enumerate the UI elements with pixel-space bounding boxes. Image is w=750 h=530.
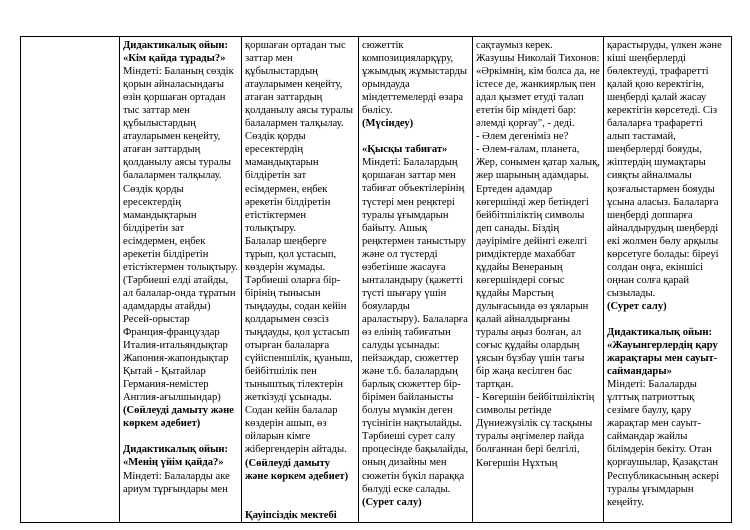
cell-heading: «Менің үйім қайда?» bbox=[123, 457, 224, 469]
cell-paragraph: - Әлем-ғалам, планета, Жер, сонымен қатар халық, жер шарының адамдары. bbox=[476, 144, 600, 182]
table-cell-3 bbox=[242, 37, 359, 523]
table-cell-2 bbox=[120, 37, 242, 523]
cell-paragraph: Англия-ағылшындар) bbox=[123, 392, 221, 404]
cell-paragraph: сюжеттік композицияларқұру, ұжымдық жұмыстарды орындауда міндеттемелерді өзара бөлісу. bbox=[362, 40, 468, 117]
cell-paragraph: Ресей-орыстар bbox=[123, 313, 190, 325]
table-cell-1 bbox=[21, 37, 120, 523]
cell-paragraph: Ертеден адамдар көгершінді жер бетіндегі бейбітшіліктің символы деп санады. Біздің дәуіріміге дейінгі ежелгі римдіктерде махаббат құдайы Венераның көгершіндері соғыс құдайы Марстың дулығасында өз ұяларын қалай айналдырғаны туралы аңыз болған, ал соғыс құдайы олардың ұясын бұзбау үшін тағы бір жаңа кесілген бас тартқан. bbox=[476, 183, 589, 391]
cell-heading: Дидактикалық ойын: bbox=[123, 444, 229, 456]
cell-heading: Дидактикалық ойын: bbox=[123, 40, 229, 51]
cell-paragraph: Балалар шеңберге тұрып, қол ұстасып, көздерін жұмады. Тәрбиеші оларға бір-бірінің тынысын тыңдауды, содан кейін қолдарымен сөзсіз тыңдауды, қол ұстасып отырған балаларға сүйіспеншілік, қуаныш, бейбітшілік пен тыныштық тілектерін жеткізуді ұсынады. Содан кейін балалар көздерін ашып, өз ойларын кімге жібергендерін айтады. bbox=[245, 235, 353, 456]
cell-heading: (Сурет салу) bbox=[607, 300, 667, 312]
table-row bbox=[21, 37, 732, 523]
cell-paragraph: сақтаумыз керек. bbox=[476, 40, 553, 51]
cell-paragraph: қарастыруды, үлкен және кіші шеңберлерді бөлектеуді, трафаретті қалай қою керектігін, шеңберді қалай жасау керектігін көрсетеді. Сіз балаларға трафаретті алып тастамай, шеңберлерді бояуды, жіптердің шумақтары сияқты айналмалы қозғалыстармен бояуды ұсына аласыз. Балаларға шеңберді доппарға айналдырудың шеңберді екі жолмен бөлу арқылы көрсетуге болады: біреуі солдан оңға, екіншісі оңнан солға қарай сызылады. bbox=[607, 40, 722, 299]
cell-paragraph: Міндеті: Балалардың қоршаған заттар мен табиғат объектілерінің түстері мен реңктері туралы ұғымдарын байыту. Ашық реңктермен таныстыру және ол түстерді өзбетінше жасауға ынталандыру (қажетті түсті шығару үшін бояуларды араластыру). Балаларға өз елінің табиғатын салуды ұсынады: пейзаждар, сюжеттер және т.б. балалардың барлық сюжеттер бір-бірімен байланысты болуы мүмкін деген түсінігін нақтылайды. bbox=[362, 157, 468, 430]
cell-paragraph bbox=[245, 483, 355, 496]
cell-paragraph: - Әлем дегеніміз не? bbox=[476, 131, 569, 143]
cell-paragraph: Жапония-жапондықтар bbox=[123, 353, 229, 365]
cell-paragraph: Германия-немістер bbox=[123, 379, 209, 391]
cell-paragraph bbox=[123, 430, 238, 443]
cell-heading: (Мүсіндеу) bbox=[362, 118, 414, 130]
cell-heading: Қауіпсіздік мектебі bbox=[245, 509, 337, 521]
cell-paragraph: Тәрбиеші сурет салу процесінде бақылайды, оның дизайны мен сюжетін бүкіл параққа бөлуді еске салады. bbox=[362, 431, 469, 495]
cell-paragraph bbox=[362, 130, 469, 143]
cell-paragraph bbox=[24, 39, 116, 52]
cell-paragraph: қоршаған ортадан тыс заттар мен құбылыстардың атауларымен кеңейту, атаған заттардың қолданылу аясы туралы балалармен талқылау. Сөздік қорды ересектердің мамандықтарын білдіретін зат есімдермен, еңбек әрекетін білдіретін етістіктермен толықтыру. bbox=[245, 40, 354, 234]
table-cell-4 bbox=[359, 37, 473, 523]
cell-heading: «Қысқы табиғат» bbox=[362, 144, 448, 156]
cell-paragraph: Міндеті: Баланың сөздік қорын айналасындағы өзін қоршаған ортадан тыс заттар мен құбылыстардың атауларымен кеңейту, атаған заттардың қолданылу аясы туралы балалармен талқылау. Сөздік қорды ересектердің мамандықтарын білдіретін зат есімдермен, еңбек әрекетін білдіретін етістіктермен толықтыру. bbox=[123, 66, 238, 273]
table-cell-5 bbox=[473, 37, 604, 523]
cell-paragraph bbox=[245, 496, 355, 509]
cell-paragraph: Қытай - Қытайлар bbox=[123, 366, 206, 378]
cell-paragraph: Италия-итальяндықтар bbox=[123, 340, 228, 352]
cell-heading: (Сурет салу) bbox=[362, 496, 422, 508]
table-cell-6 bbox=[604, 37, 732, 523]
cell-paragraph: - Көгершін бейбітшіліктің символы ретінде Дүниежүзілік сұ тасқыны туралы әңгімелер пайда болғаннан бері белгілі, Көгершін Нұхтың bbox=[476, 392, 595, 469]
cell-heading: (Сөйлеуді дамыту және көркем әдебиет) bbox=[245, 457, 349, 482]
cell-heading: Дидактикалық ойын: «Жауынгерлердің қару жарақтары мен сауыт-саймандары» bbox=[607, 326, 718, 378]
lesson-plan-table bbox=[20, 36, 732, 523]
cell-paragraph: (Тәрбиеші елді атайды, ал балалар-онда тұратын адамдарды атайды) bbox=[123, 274, 236, 312]
cell-paragraph: Міндеті: Балаларды ұлттық патриоттық сезімге баулу, қару жарақтар мен сауыт-саймандар жайлы білімдерін бекіту. Отан қорғаушылар, Қазақстан Республикасының әскері туралы ұғымдарын кеңейту. bbox=[607, 379, 720, 508]
cell-heading: «Кім қайда тұрады?» bbox=[123, 53, 226, 65]
cell-paragraph: Франция-француздар bbox=[123, 327, 220, 339]
cell-paragraph bbox=[607, 313, 728, 326]
cell-paragraph: Міндеті: Балаларды аке ариум тұрғындары мен bbox=[123, 470, 230, 495]
cell-paragraph: Жазушы Николай Тихонов: «Әркімнің, кім болса да, не істесе де, жанкиярлық пен адал қызмет етуді талап ететін бір міндеті бар: әлемді қорғау", - деді. bbox=[476, 53, 600, 130]
cell-heading: (Сөйлеуді дамыту және көркем әдебиет) bbox=[123, 405, 234, 430]
